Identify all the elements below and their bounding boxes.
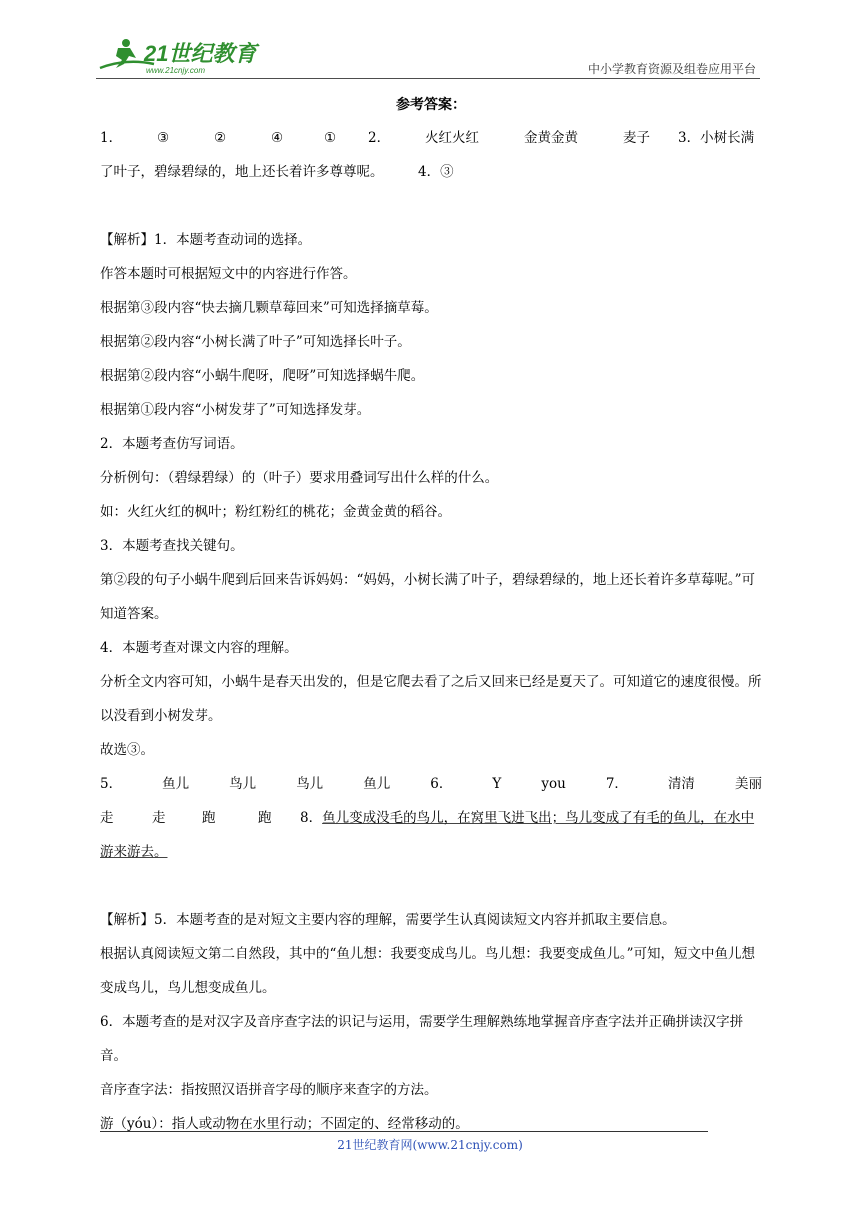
- q8-number: 8．: [300, 810, 323, 826]
- answer-cell: 鱼儿: [363, 776, 391, 792]
- q1-answer-3: ④: [271, 130, 284, 146]
- answer-cell: you: [541, 776, 566, 792]
- answer-cell: 6．: [430, 776, 453, 792]
- analysis-line: 2．本题考查仿写词语。: [100, 436, 244, 452]
- logo-text: 21世纪教育: [144, 41, 257, 66]
- analysis-line: 故选③。: [100, 742, 154, 758]
- footer-link[interactable]: 21世纪教育网(www.21cnjy.com): [337, 1138, 523, 1152]
- answer-cell: 美丽: [734, 776, 762, 792]
- answer-cell: 跑: [258, 810, 272, 826]
- q1-answer-1: ③: [157, 130, 170, 146]
- answer-cell: 跑: [202, 810, 216, 826]
- q3-answer-end: 了叶子，碧绿碧绿的，地上还长着许多尊尊呢。: [100, 164, 384, 180]
- answer-cell: 鸟儿: [229, 776, 257, 792]
- answer-title: 参考答案：: [396, 97, 466, 113]
- answer-cell: 清清: [667, 776, 695, 792]
- platform-name: 中小学教育资源及组卷应用平台: [587, 62, 756, 76]
- q1-answer-2: ②: [214, 130, 227, 146]
- q8-answer: 鱼儿变成没毛的鸟儿，在窝里飞进飞出；鸟儿变成了有毛的鱼儿，在水中游来游去。: [100, 810, 755, 860]
- site-logo: [96, 34, 266, 76]
- analysis-line: 根据认真阅读短文第二自然段，其中的“鱼儿想：我要变成鸟儿。鸟儿想：我要变成鱼儿。”可知，短文中鱼儿想变成鸟儿，鸟儿想变成鱼儿。: [100, 946, 756, 996]
- q2-number: 2．: [368, 130, 391, 146]
- answer-content: [100, 95, 762, 1141]
- answers-row-3: [100, 767, 762, 801]
- analysis-line: 第②段的句子小蜗牛爬到后回来告诉妈妈：“妈妈，小树长满了叶子，碧绿碧绿的，地上还长着许多草莓呢。”可知道答案。: [100, 572, 756, 622]
- footer-divider: [100, 1131, 708, 1132]
- analysis-line: 根据第②段内容“小蜗牛爬呀，爬呀”可知选择蜗牛爬。: [100, 368, 425, 384]
- q4-answer: 4．③: [418, 164, 454, 180]
- page-header: [0, 0, 860, 82]
- answer-cell: Y: [492, 776, 502, 792]
- q2-answer-3: 麦子: [623, 130, 650, 146]
- answers-row-2: [100, 155, 762, 189]
- analysis-line: 根据第②段内容“小树长满了叶子”可知选择长叶子。: [100, 334, 411, 350]
- answers-row-4: [100, 801, 762, 869]
- analysis-line: 游（yóu）：指人或动物在水里行动；不固定的、经常移动的。: [100, 1116, 469, 1132]
- analysis-line: 音序查字法：指按照汉语拼音字母的顺序来查字的方法。: [100, 1082, 438, 1098]
- analysis-line: 【解析】5．本题考查的是对短文主要内容的理解，需要学生认真阅读短文内容并抓取主要信息。: [100, 912, 676, 928]
- analysis-line: 6．本题考查的是对汉字及音序查字法的识记与运用，需要学生理解熟练地掌握音序查字法并正确拼读汉字拼音。: [100, 1014, 744, 1064]
- q1-number: 1．: [100, 130, 123, 146]
- answer-cell: 鸟儿: [296, 776, 324, 792]
- answer-cell: 走: [152, 810, 166, 826]
- analysis-line: 根据第①段内容“小树发芽了”可知选择发芽。: [100, 402, 371, 418]
- analysis-line: 3．本题考查找关键句。: [100, 538, 244, 554]
- analysis-line: 分析例句：（碧绿碧绿）的（叶子）要求用叠词写出什么样的什么。: [100, 470, 499, 486]
- q1-answer-4: ①: [324, 130, 337, 146]
- analysis-line: 分析全文内容可知，小蜗牛是春天出发的，但是它爬去看了之后又回来已经是夏天了。可知道它的速度很慢。所以没看到小树发芽。: [100, 674, 762, 724]
- answer-cell: 鱼儿: [162, 776, 190, 792]
- analysis-line: 根据第③段内容“快去摘几颗草莓回来”可知选择摘草莓。: [100, 300, 438, 316]
- q3-answer-start: 3．小树长满: [678, 130, 755, 146]
- answers-row-1: [100, 121, 762, 155]
- header-divider: [96, 78, 760, 79]
- answer-cell: 走: [100, 810, 114, 826]
- answer-cell: 7．: [605, 776, 628, 792]
- answer-cell: 5．: [100, 776, 123, 792]
- q2-answer-1: 火红火红: [425, 130, 479, 146]
- analysis-line: 4．本题考查对课文内容的理解。: [100, 640, 298, 656]
- q2-answer-2: 金黄金黄: [524, 130, 578, 146]
- analysis-line: 如：火红火红的枫叶；粉红粉红的桃花；金黄金黄的稻谷。: [100, 504, 451, 520]
- logo-url: www.21cnjy.com: [146, 66, 205, 75]
- analysis-line: 【解析】1．本题考查动词的选择。: [100, 232, 312, 248]
- analysis-line: 作答本题时可根据短文中的内容进行作答。: [100, 266, 357, 282]
